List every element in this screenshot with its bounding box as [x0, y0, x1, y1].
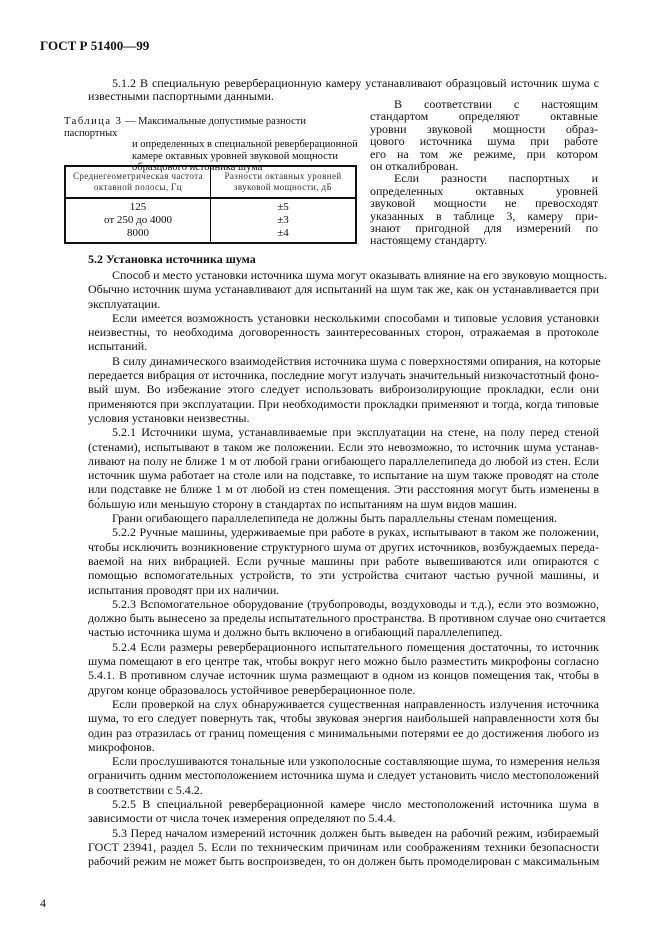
text-line: 5.2.3 Вспомогательное оборудование (трубопроводы, воздуховоды и т.д.), если это возможно, [112, 596, 599, 611]
text-line: стандартом определяют октавные [370, 109, 598, 124]
text-line: помощью вспомогательных устройств, то эти устройства считают частью ручной машины, и [88, 568, 599, 583]
text-line: определенных октавных уровней [370, 183, 598, 198]
table-cell: ±3 [277, 214, 289, 226]
page-number: 4 [40, 896, 46, 910]
text-line: уровни звуковой мощности образ- [370, 121, 598, 136]
paragraph [88, 596, 606, 640]
text-line: звуковой мощности не превосходят [370, 196, 598, 211]
text-line: эксплуатации. [88, 296, 161, 311]
table-cell: 125 [65, 198, 211, 214]
table-cell: ±5 [277, 201, 289, 213]
text-line: знают пригодной для измерений по [370, 220, 598, 235]
text-line: шума, то его следует повернуть так, чтобы звуковая энергия наибольшей направленности хотя бы [88, 711, 599, 726]
paragraph [88, 525, 599, 596]
text-line: применяются при эксплуатации. При необходимости прокладки применяют и тогда, когда типовые [88, 396, 599, 411]
text-line: ГОСТ 23941, раздел 5. Если по техническим причинам или соображениям техники безопасности [88, 839, 599, 854]
right-column-text [370, 98, 598, 247]
text-line: в соответствии с 5.4.2. [88, 782, 203, 797]
text-line: Грани огибающего параллелепипеда не должны быть параллельны стенам помещения. [112, 511, 557, 526]
section-heading: 5.2 Установка источника шума [88, 252, 256, 266]
text-line: Если имеется возможность установки несколькими способами и типовые условия установки [112, 310, 599, 325]
text-line: Если разности паспортных и [394, 171, 598, 186]
text-line: известными паспортными данными. [88, 89, 274, 104]
table-caption-line: образцового источника шума [132, 162, 263, 173]
text-line: В соответствии с настоящим [394, 97, 598, 111]
text-line: частью источника шума и должно быть включено в огибающий параллелепипед. [88, 625, 503, 640]
text-line: указанных в таблице 3, камеру при- [370, 208, 598, 223]
text-line: ограничить одним местоположением источника шума и следует установить число местоположений [88, 768, 599, 783]
text-line: неизвестны, то необходима договоренность заинтересованных сторон, отражаемая в протоколе [88, 325, 599, 340]
text-line: бо́льшую или меньшую сторону в стандартах по испытаниям на шум видов машин. [88, 496, 517, 511]
paragraph [88, 754, 599, 797]
text-line: источник шума работает на столе или на подставке, то испытание на шум также проводят на столе [88, 468, 599, 483]
body-text [88, 268, 608, 869]
paragraph [88, 354, 599, 425]
paragraph [88, 511, 599, 525]
text-line: вый шум. Во избежание этого следует использовать виброизолирующие прокладки, если они [88, 382, 599, 397]
text-line: испытания проводят при их наличии. [88, 582, 280, 597]
text-line: шума помещают в его центре так, чтобы вокруг него можно было разместить микрофоны согласно [88, 654, 599, 669]
text-line: 5.2.1 Источники шума, устанавливаемые при эксплуатации на стене, на полу перед стеной [112, 425, 599, 440]
text-line: передается вибрация от источника, последние могут излучать значительный низкочастотный фоно- [88, 368, 599, 383]
text-line: условия установки неизвестны. [88, 410, 250, 425]
table-cell: от 250 до 4000 [65, 214, 211, 227]
paragraph [88, 797, 599, 826]
column-header-frequency: Среднегеометрическая частота октавной полосы, Гц [65, 166, 211, 198]
paragraph [88, 311, 599, 354]
document-header: ГОСТ Р 51400—99 [40, 38, 150, 53]
table-caption-line: и определенных в специальной реверберационной [132, 139, 358, 150]
text-line: чтобы исключить возникновение структурного шума от других источников, возбуждаемых переда- [88, 539, 599, 554]
paragraph [370, 98, 598, 172]
text-line: его на том же режиме, при котором [370, 146, 598, 161]
text-line: другом конце образовалось устойчивое реверберационное поле. [88, 682, 416, 697]
text-line: ваемой на них вибрацией. Если ручные машины при работе вывешиваются или опираются с [88, 553, 599, 568]
table-cell: 8000 [65, 227, 211, 243]
table-row [65, 227, 356, 243]
paragraph [88, 268, 608, 311]
text-line: 5.1.2 В специальную реверберационную камеру устанавливают образцовый источник шума с [112, 76, 599, 90]
paragraph [370, 172, 598, 246]
text-line: 5.3 Перед началом измерений источник должен быть выведен на рабочий режим, избираемый [112, 825, 599, 840]
paragraph [88, 697, 599, 754]
text-line: Способ и место установки источника шума могут оказывать влияние на его звуковую мощность. [112, 268, 608, 282]
text-line: Если проверкой на слух обнаруживается существенная направленность излучения источника [112, 696, 599, 711]
table-label: Таблица 3 [64, 116, 123, 127]
text-line: или подставке не ближе 1 м от любой из стен помещения. Эти расстояния могут быть изменены в [88, 482, 599, 497]
text-line: один раз отразилась от границ помещения с минимальными потерями ее до достижения любого из [88, 725, 599, 740]
table-row [65, 198, 356, 214]
text-line: зависимости от числа точек измерения определяют по 5.4.4. [88, 811, 396, 826]
text-line: 5.4.1. В противном случае источник шума размещают в одном из концов помещения так, чтобы в [88, 668, 599, 683]
text-line: В силу динамического взаимодействия источника шума с поверхностями опирания, на которые [112, 353, 601, 368]
table-cell: ±4 [277, 227, 289, 239]
text-line: Если прослушиваются тональные или узкополосные составляющие шума, то измерения нельзя [112, 754, 601, 769]
table-row [65, 214, 356, 227]
text-line: рабочий режим не может быть воспроизведен, то он должен быть промоделирован с максимальным [88, 854, 600, 869]
table-caption-line: камере октавных уровней звуковой мощности [132, 150, 338, 162]
text-line: Обычно источник шума устанавливают для испытаний на шум так же, как он устанавливается при [88, 282, 599, 297]
text-line: микрофонов. [88, 739, 155, 754]
paragraph [88, 826, 599, 869]
table-3 [64, 165, 357, 244]
table-caption-line: — Максимальные допустимые разности паспортных [64, 116, 306, 139]
text-line: должно быть вынесено за пределы испытательного пространства. В противном случае оно считается [88, 611, 606, 626]
text-line: цового источника шума при работе [370, 134, 598, 149]
paragraph [88, 425, 599, 511]
text-line: ливают на полу не ближе 1 м от любой грани огибающего параллелепипеда до любой из стен. Если [88, 453, 599, 468]
text-line: он откалиброван. [370, 158, 459, 173]
text-line: 5.2.5 В специальной реверберационной камере число местоположений источника шума в [112, 796, 599, 811]
text-line: (стенами), испытывают в таком же положении. Если это невозможно, то источник шума устанав- [88, 439, 599, 454]
text-line: настоящему стандарту. [370, 233, 488, 248]
text-line: 5.2.2 Ручные машины, удерживаемые при работе в руках, испытывают в таком же положении, [112, 525, 599, 540]
column-header-difference: Разности октавных уровней звуковой мощности, дБ [211, 166, 357, 198]
paragraph [88, 640, 599, 697]
text-line: испытаний. [88, 339, 148, 354]
text-line: 5.2.4 Если размеры реверберационного испытательного помещения достаточны, то источник [112, 639, 599, 654]
